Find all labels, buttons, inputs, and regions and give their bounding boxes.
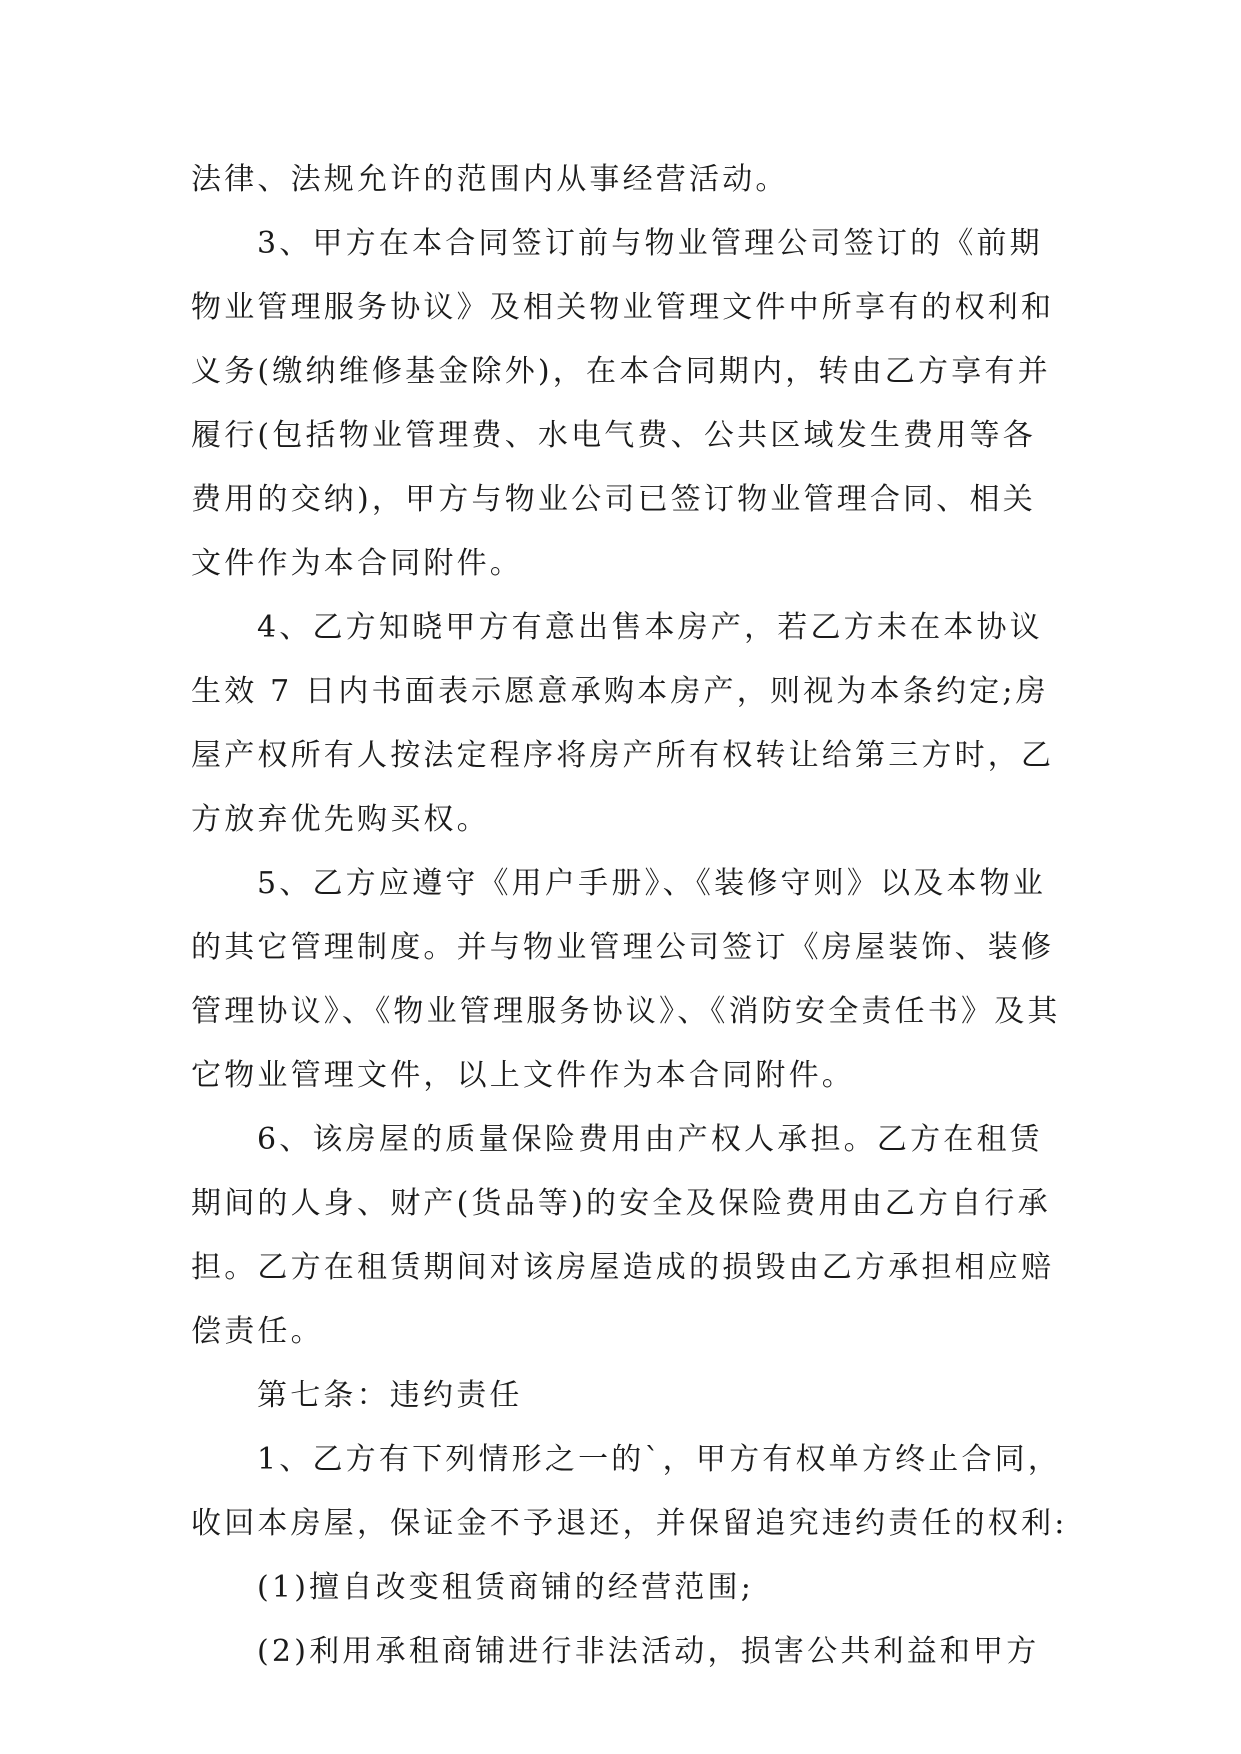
text-line: 费用的交纳)，甲方与物业公司已签订物业管理合同、相关 — [191, 482, 1036, 517]
text-line: 生效 7 日内书面表示愿意承购本房产，则视为本条约定;房 — [191, 674, 1049, 709]
text-line: 的其它管理制度。并与物业管理公司签订《房屋装饰、装修 — [191, 930, 1055, 965]
article-7-clause-1-line: 1、乙方有下列情形之一的`，甲方有权单方终止合同， — [257, 1442, 1062, 1477]
text-line: 收回本房屋，保证金不予退还，并保留追究违约责任的权利: — [191, 1506, 1068, 1541]
text-line: 方放弃优先购买权。 — [191, 802, 490, 837]
text-line: 义务(缴纳维修基金除外)，在本合同期内，转由乙方享有并 — [191, 354, 1051, 389]
item-1-line: (1)擅自改变租赁商铺的经营范围; — [257, 1570, 755, 1605]
text-line: 法律、法规允许的范围内从事经营活动。 — [191, 162, 789, 197]
clause-3-line: 3、甲方在本合同签订前与物业管理公司签订的《前期 — [257, 226, 1043, 261]
clause-6-line: 6、该房屋的质量保险费用由产权人承担。乙方在租赁 — [257, 1122, 1043, 1157]
text-line: 它物业管理文件，以上文件作为本合同附件。 — [191, 1058, 855, 1093]
text-line: 管理协议》、《物业管理服务协议》、《消防安全责任书》及其 — [191, 994, 1061, 1029]
text-line: 物业管理服务协议》及相关物业管理文件中所享有的权利和 — [191, 290, 1055, 325]
text-line: 担。乙方在租赁期间对该房屋造成的损毁由乙方承担相应赔 — [191, 1250, 1055, 1285]
contract-text — [191, 148, 1068, 1684]
text-line: 文件作为本合同附件。 — [191, 546, 523, 581]
text-line: 履行(包括物业管理费、水电气费、公共区域发生费用等各 — [191, 418, 1036, 453]
text-line: 偿责任。 — [191, 1314, 324, 1349]
clause-4-line: 4、乙方知晓甲方有意出售本房产，若乙方未在本协议 — [257, 610, 1043, 645]
text-line: 屋产权所有人按法定程序将房产所有权转让给第三方时，乙 — [191, 738, 1055, 773]
text-line: 期间的人身、财产(货品等)的安全及保险费用由乙方自行承 — [191, 1186, 1051, 1221]
article-7-heading: 第七条：违约责任 — [257, 1378, 523, 1413]
item-2-line: (2)利用承租商铺进行非法活动，损害公共利益和甲方 — [257, 1634, 1040, 1669]
clause-5-line: 5、乙方应遵守《用户手册》、《装修守则》以及本物业 — [257, 866, 1047, 901]
